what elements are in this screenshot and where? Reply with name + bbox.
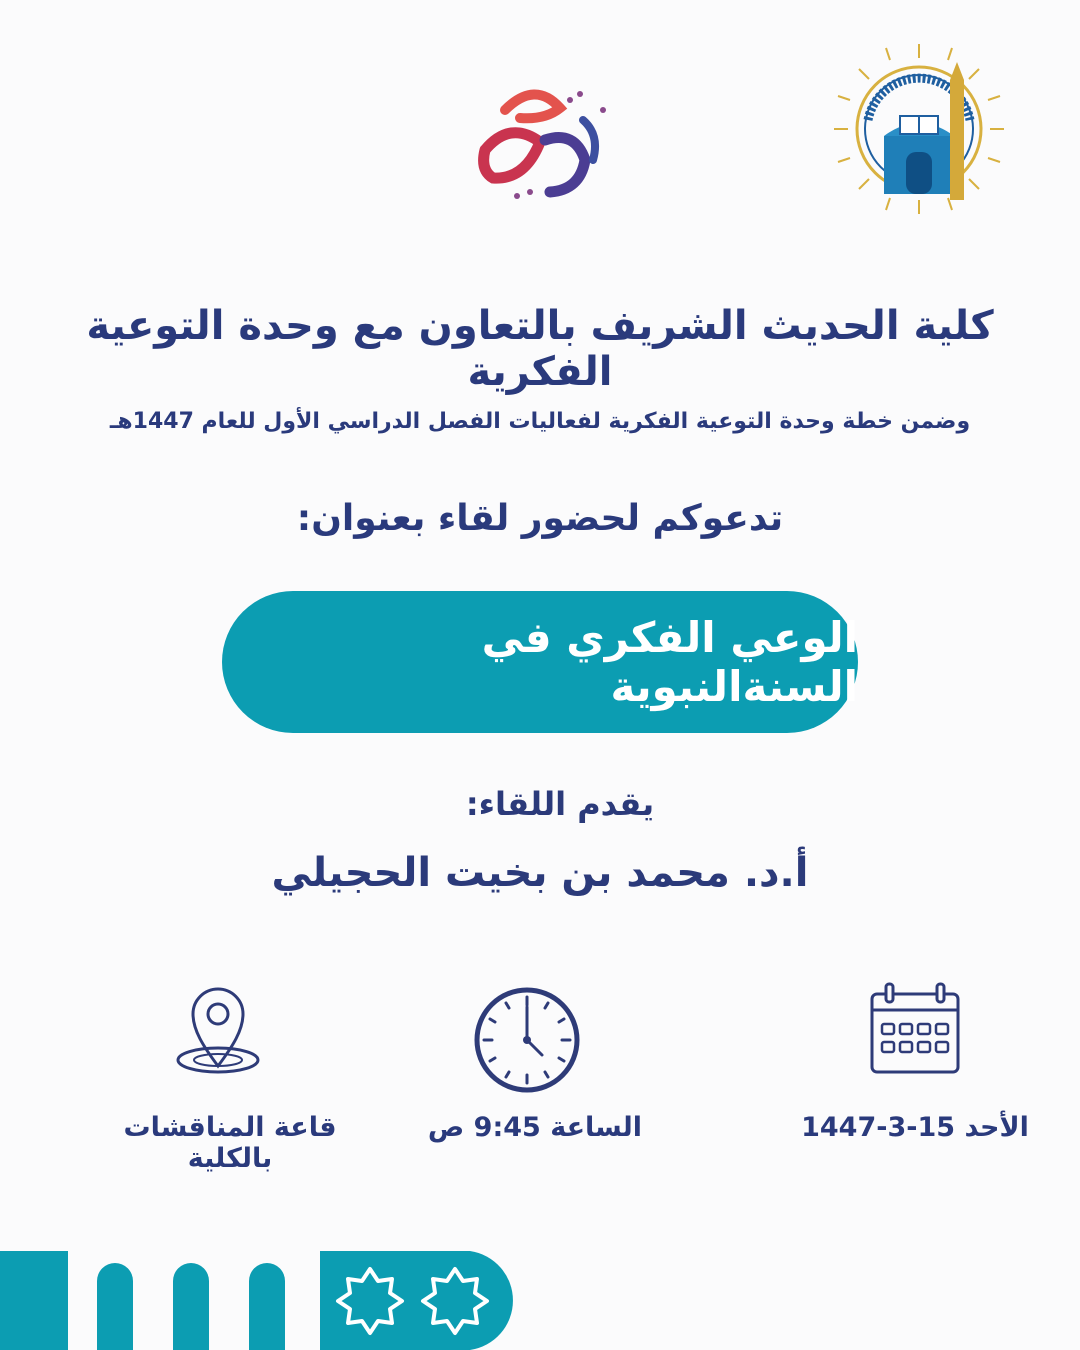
invite-text: تدعوكم لحضور لقاء بعنوان: bbox=[296, 498, 784, 539]
presenter-label: يقدم اللقاء: bbox=[465, 785, 655, 823]
event-date: الأحد 15-3-1447 bbox=[801, 1112, 1029, 1143]
event-title-banner bbox=[222, 591, 858, 733]
event-time: الساعة 9:45 ص bbox=[427, 1112, 643, 1143]
university-logo-icon bbox=[830, 40, 1008, 218]
subtitle: وضمن خطة وحدة التوعية الفكرية لفعاليات الفصل الدراسي الأول للعام 1447هـ bbox=[109, 409, 971, 434]
calendar-icon bbox=[860, 980, 970, 1090]
presenter-name: أ.د. محمد بن بخيت الحجيلي bbox=[271, 850, 809, 896]
event-location: قاعة المناقشات بالكلية bbox=[123, 1112, 337, 1174]
dawah-logo-icon bbox=[465, 80, 615, 205]
event-title: الوعي الفكري في السنةالنبوية bbox=[481, 613, 858, 711]
location-pin-icon bbox=[163, 978, 273, 1078]
clock-icon bbox=[472, 985, 582, 1095]
decorative-footer-band bbox=[0, 1251, 540, 1350]
page-title: كلية الحديث الشريف بالتعاون مع وحدة التوعية الفكرية bbox=[86, 303, 994, 395]
